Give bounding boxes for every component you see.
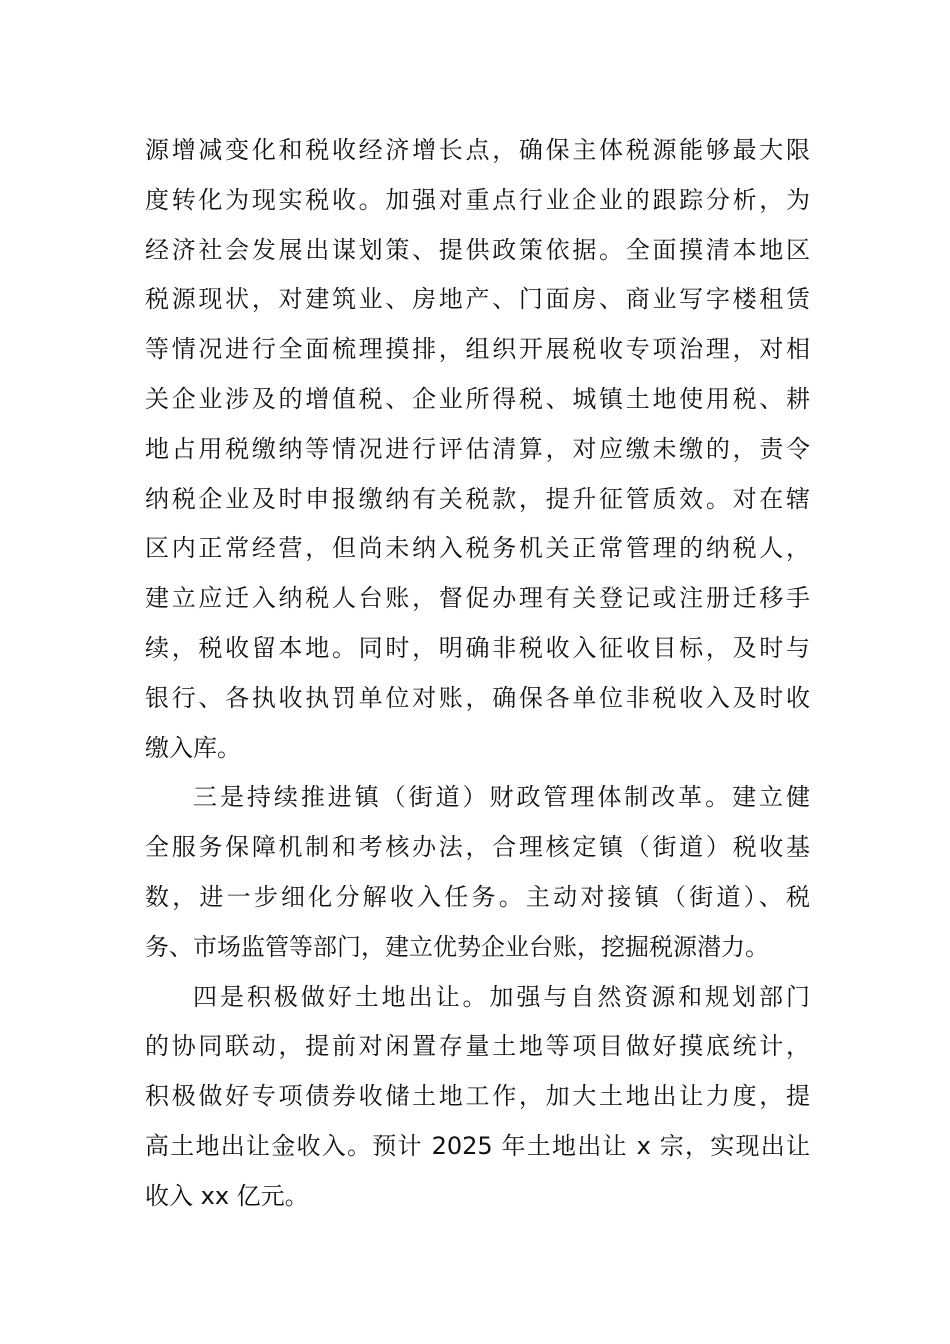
paragraph-line: 四是积极做好土地出让。加强与自然资源和规划部门 xyxy=(193,982,810,1011)
paragraph-line: 地占用税缴纳等情况进行评估清算，对应缴未缴的，责令 xyxy=(145,434,810,463)
paragraph-line: 经济社会发展出谋划策、提供政策依据。全面摸清本地区 xyxy=(145,235,810,264)
paragraph-line: 的协同联动，提前对闲置存量土地等项目做好摸底统计， xyxy=(145,1032,810,1061)
paragraph-1 xyxy=(145,126,810,773)
paragraph-2 xyxy=(145,773,810,972)
paragraph-line: 等情况进行全面梳理摸排，组织开展税收专项治理，对相 xyxy=(145,335,810,364)
document-body xyxy=(145,126,810,1222)
paragraph-line: 三是持续推进镇（街道）财政管理体制改革。建立健 xyxy=(193,783,810,812)
paragraph-line: 度转化为现实税收。加强对重点行业企业的跟踪分析，为 xyxy=(145,185,810,214)
paragraph-line: 收入 xx 亿元。 xyxy=(145,1181,309,1210)
paragraph-line: 关企业涉及的增值税、企业所得税、城镇土地使用税、耕 xyxy=(145,384,810,413)
paragraph-line: 纳税企业及时申报缴纳有关税款，提升征管质效。对在辖 xyxy=(145,484,810,513)
paragraph-line: 积极做好专项债券收储土地工作，加大土地出让力度，提 xyxy=(145,1082,810,1111)
paragraph-line: 务、市场监管等部门，建立优势企业台账，挖掘税源潜力。 xyxy=(145,932,769,961)
paragraph-line: 缴入库。 xyxy=(145,733,241,762)
paragraph-line: 税源现状，对建筑业、房地产、门面房、商业写字楼租赁 xyxy=(145,285,810,314)
paragraph-line: 源增减变化和税收经济增长点，确保主体税源能够最大限 xyxy=(145,136,810,164)
paragraph-line: 高土地出让金收入。预计 2025 年土地出让 x 宗，实现出让 xyxy=(145,1131,810,1160)
paragraph-line: 续，税收留本地。同时，明确非税收入征收目标，及时与 xyxy=(145,633,810,662)
paragraph-line: 建立应迁入纳税人台账，督促办理有关登记或注册迁移手 xyxy=(145,584,810,613)
paragraph-line: 数，进一步细化分解收入任务。主动对接镇（街道）、税 xyxy=(145,882,810,911)
paragraph-line: 银行、各执收执罚单位对账，确保各单位非税收入及时收 xyxy=(145,683,810,712)
paragraph-line: 全服务保障机制和考核办法，合理核定镇（街道）税收基 xyxy=(145,833,810,862)
paragraph-3 xyxy=(145,973,810,1222)
paragraph-line: 区内正常经营，但尚未纳入税务机关正常管理的纳税人， xyxy=(145,534,810,563)
